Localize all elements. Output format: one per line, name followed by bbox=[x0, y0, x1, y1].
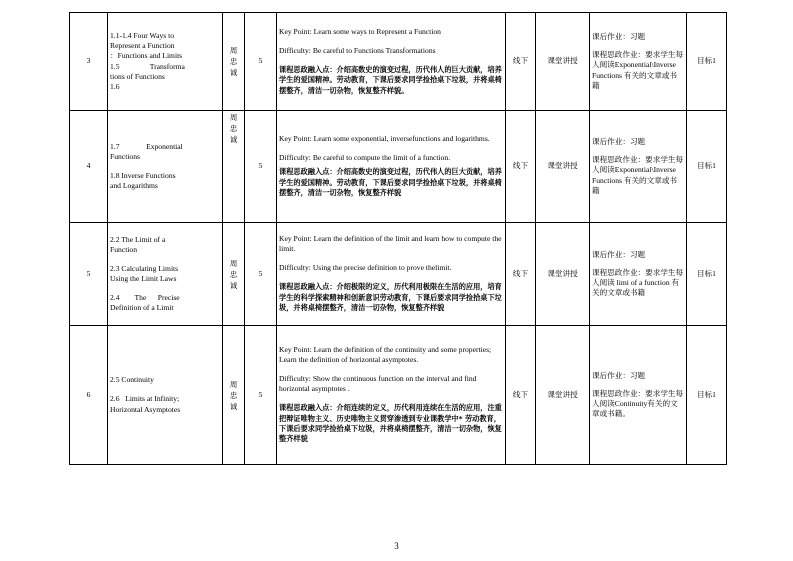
topic-cell bbox=[108, 223, 223, 326]
method-cell: 课堂讲授 bbox=[536, 13, 590, 111]
schedule-body bbox=[70, 13, 727, 465]
ideological-text: 课程思政融入点：介绍连续的定义，历代利用连续在生活的应用，注重把辩证唯物主义、历史唯物主义贯穿渗透到专业课教学中* 劳动教育，下课后要求同学捡拾桌下垃圾，并将桌椅摆整齐，清洁一切杂物，恢复整齐样貌 bbox=[279, 403, 502, 444]
topic-line: 1.7 Exponential bbox=[110, 141, 183, 151]
ideological-text: 课程思政融入点：介绍高数史的演变过程，历代伟人的巨大贡献，培养学生的爱国精神。劳动教育，下课后要求同学捡拾桌下垃圾，并将桌椅摆整齐，清洁一切杂物，恢复整齐样貌。 bbox=[279, 64, 502, 95]
topic-line bbox=[110, 162, 220, 171]
content-cell bbox=[277, 223, 506, 326]
topic-line: Function bbox=[110, 244, 138, 254]
table-row bbox=[70, 223, 727, 326]
teacher-char: 周 bbox=[229, 379, 238, 389]
teacher-cell bbox=[223, 326, 245, 465]
table-row bbox=[70, 326, 727, 465]
key-point-text: Key Point: Learn some ways to Represent a Function bbox=[279, 26, 441, 36]
key-point-text: Key Point: Learn the definition of the limit and learn how to compute the limit. bbox=[279, 234, 502, 254]
topic-line: 2.4 The Precise bbox=[110, 293, 180, 303]
difficulty-text: Difficulty: Show the continuous function on the interval and find horizontal asymptotes . bbox=[279, 374, 477, 394]
content-cell bbox=[277, 111, 506, 223]
mode-cell: 线下 bbox=[506, 111, 536, 223]
teacher-char: 诚 bbox=[229, 68, 238, 77]
topic-cell bbox=[108, 326, 223, 465]
teacher-char: 忠 bbox=[229, 124, 238, 133]
homework-cell bbox=[590, 13, 687, 111]
table-row bbox=[70, 13, 727, 111]
homework-cell bbox=[590, 111, 687, 223]
mode-cell: 线下 bbox=[506, 326, 536, 465]
homework-title: 课后作业：习题 bbox=[592, 370, 646, 380]
method-cell: 课堂讲授 bbox=[536, 223, 590, 326]
topic-cell bbox=[108, 111, 223, 223]
hours-cell: 5 bbox=[245, 13, 277, 111]
homework-body: 课程思政作业：要求学生每人阅读Exponential\Inverse Functions 有关的文章或书籍 bbox=[592, 155, 684, 195]
topic-line: Functions bbox=[110, 151, 140, 161]
hours-cell: 5 bbox=[245, 223, 277, 326]
course-schedule-table bbox=[69, 12, 727, 465]
topic-line: 2.5 Continuity bbox=[110, 375, 154, 385]
goal-cell: 目标1 bbox=[687, 326, 727, 465]
teacher-cell bbox=[223, 111, 245, 223]
topic-line bbox=[110, 255, 220, 264]
homework-title: 课后作业：习题 bbox=[592, 249, 646, 259]
hours-cell: 5 bbox=[245, 111, 277, 223]
teacher-char: 忠 bbox=[229, 390, 238, 400]
homework-body: 课程思政作业：要求学生每人阅读 limi of a function 有关的文章或书籍 bbox=[592, 267, 684, 298]
difficulty-text: Difficulty: Be careful to Functions Transformations bbox=[279, 45, 436, 55]
teacher-char: 诚 bbox=[229, 280, 238, 290]
topic-cell bbox=[108, 13, 223, 111]
homework-body: 课程思政作业：要求学生每人阅读Continuity有关的文章或书籍。 bbox=[592, 388, 684, 419]
difficulty-text: Difficulty: Be careful to compute the limit of a function. bbox=[279, 153, 451, 163]
teacher-char: 诚 bbox=[229, 401, 238, 411]
teacher-char: 周 bbox=[229, 113, 238, 122]
teacher-char: 忠 bbox=[229, 57, 238, 66]
topic-line: Horizontal Asymptotes bbox=[110, 404, 181, 414]
homework-cell bbox=[590, 326, 687, 465]
teacher-cell bbox=[223, 223, 245, 326]
topic-line: 1.5 Transforma bbox=[110, 61, 185, 71]
session-number: 5 bbox=[70, 223, 108, 326]
topic-line: Using the Limit Laws bbox=[110, 274, 177, 283]
session-number: 4 bbox=[70, 111, 108, 223]
goal-cell: 目标1 bbox=[687, 223, 727, 326]
mode-cell: 线下 bbox=[506, 223, 536, 326]
topic-line: 1.6 bbox=[110, 81, 120, 91]
topic-line: Definition of a Limit bbox=[110, 303, 174, 313]
difficulty-text: Difficulty: Using the precise definition to prove thelimit. bbox=[279, 263, 452, 273]
teacher-cell bbox=[223, 13, 245, 111]
topic-line: 2.6 Limits at Infinity; bbox=[110, 394, 180, 404]
session-number: 3 bbox=[70, 13, 108, 111]
topic-line bbox=[110, 385, 220, 394]
method-cell: 课堂讲授 bbox=[536, 111, 590, 223]
page-number: 3 bbox=[394, 541, 399, 551]
key-point-text: Key Point: Learn some exponential, inversefunctions and logarithms. bbox=[279, 134, 490, 144]
topic-line: tions of Functions bbox=[110, 71, 165, 81]
homework-body: 课程思政作业：要求学生每人阅读Exponential\Inverse Functions 有关的文章或书籍 bbox=[592, 50, 684, 90]
topic-line: Represent a Function bbox=[110, 41, 175, 51]
key-point-text: Key Point: Learn the definition of the continuity and some properties; Learn the definition of horizontal asymptotes. bbox=[279, 345, 492, 365]
topic-line: 1.8 Inverse Functions bbox=[110, 171, 176, 180]
goal-cell: 目标1 bbox=[687, 111, 727, 223]
topic-line: 1.1-1.4 Four Ways to bbox=[110, 31, 175, 41]
content-cell bbox=[277, 13, 506, 111]
topic-line bbox=[110, 284, 220, 293]
homework-title: 课后作业：习题 bbox=[592, 137, 646, 147]
topic-line: and Logarithms bbox=[110, 181, 158, 191]
topic-line: ：Functions and Limits bbox=[110, 51, 183, 61]
teacher-char: 周 bbox=[229, 258, 238, 268]
mode-cell: 线下 bbox=[506, 13, 536, 111]
teacher-char: 诚 bbox=[229, 135, 238, 144]
homework-title: 课后作业：习题 bbox=[592, 32, 646, 42]
ideological-text: 课程思政融入点：介绍高数史的演变过程，历代伟人的巨大贡献，培养学生的爱国精神。劳动教育，下课后要求同学捡拾桌下垃圾，并将桌椅摆整齐，清洁一切杂物，恢复整齐样貌 bbox=[279, 167, 502, 198]
teacher-char: 周 bbox=[229, 46, 238, 55]
table-row bbox=[70, 111, 727, 223]
topic-line: 2.3 Calculating Limits bbox=[110, 263, 179, 273]
ideological-text: 课程思政融入点：介绍极限的定义，历代利用极限在生活的应用，培育学生的科学探索精神和创新意识劳动教育，下课后要求同学捡拾桌下垃圾，并将桌椅摆整齐，清洁一切杂物，恢复整齐样貌 bbox=[279, 282, 502, 313]
topic-line: 2.2 The Limit of a bbox=[110, 234, 166, 244]
teacher-char: 忠 bbox=[229, 269, 238, 279]
content-cell bbox=[277, 326, 506, 465]
method-cell: 课堂讲授 bbox=[536, 326, 590, 465]
homework-cell bbox=[590, 223, 687, 326]
session-number: 6 bbox=[70, 326, 108, 465]
goal-cell: 目标1 bbox=[687, 13, 727, 111]
hours-cell: 5 bbox=[245, 326, 277, 465]
